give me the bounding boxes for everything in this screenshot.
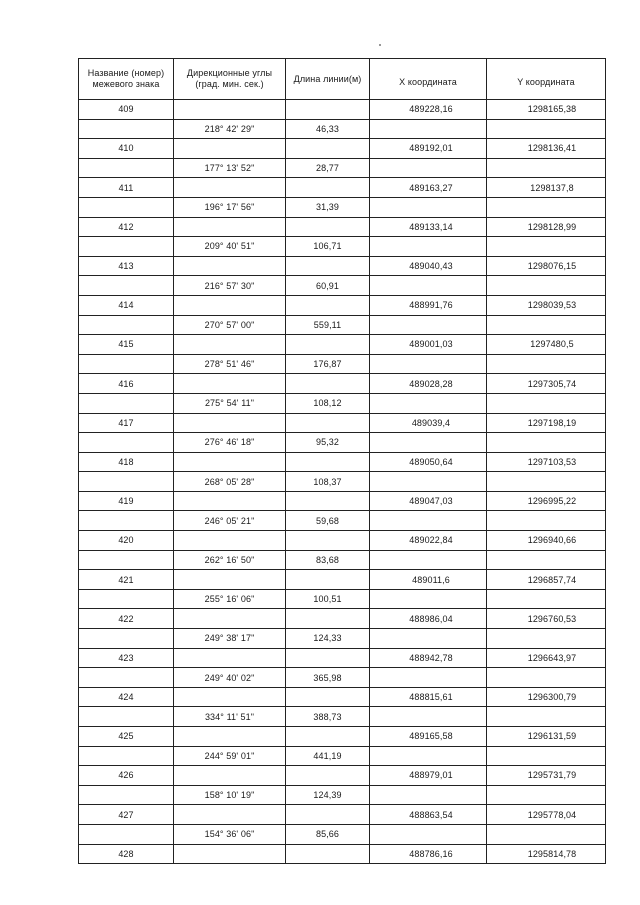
empty-cell	[370, 472, 487, 492]
line-length: 108,12	[286, 393, 370, 413]
empty-cell	[487, 315, 606, 335]
segment-row	[79, 197, 606, 217]
y-coordinate: 1296760,53	[487, 609, 606, 629]
y-coordinate: 1297103,53	[487, 452, 606, 472]
direction-angle: 276° 46' 18"	[174, 433, 286, 453]
segment-row	[79, 707, 606, 727]
empty-cell	[174, 648, 286, 668]
point-row	[79, 491, 606, 511]
empty-cell	[174, 844, 286, 864]
empty-cell	[286, 805, 370, 825]
empty-cell	[286, 100, 370, 120]
empty-cell	[79, 629, 174, 649]
empty-cell	[286, 687, 370, 707]
direction-angle: 275° 54' 11"	[174, 393, 286, 413]
empty-cell	[286, 727, 370, 747]
point-name: 425	[79, 727, 174, 747]
line-length: 124,39	[286, 785, 370, 805]
empty-cell	[487, 472, 606, 492]
line-length: 106,71	[286, 237, 370, 257]
point-name: 426	[79, 766, 174, 786]
empty-cell	[79, 550, 174, 570]
empty-cell	[174, 295, 286, 315]
boundary-coordinates-table	[78, 58, 606, 864]
empty-cell	[286, 766, 370, 786]
direction-angle: 268° 05' 28"	[174, 472, 286, 492]
point-row	[79, 335, 606, 355]
x-coordinate: 489192,01	[370, 139, 487, 159]
direction-angle: 278° 51' 46"	[174, 354, 286, 374]
header-name: Название (номер) межевого знака	[79, 59, 174, 100]
segment-row	[79, 354, 606, 374]
y-coordinate: 1298137,8	[487, 178, 606, 198]
direction-angle: 216° 57' 30"	[174, 276, 286, 296]
table-body	[79, 100, 606, 864]
line-length: 95,32	[286, 433, 370, 453]
empty-cell	[286, 217, 370, 237]
direction-angle: 255° 16' 06"	[174, 589, 286, 609]
line-length: 559,11	[286, 315, 370, 335]
empty-cell	[79, 354, 174, 374]
empty-cell	[79, 433, 174, 453]
point-name: 420	[79, 531, 174, 551]
empty-cell	[487, 237, 606, 257]
empty-cell	[487, 550, 606, 570]
empty-cell	[79, 589, 174, 609]
point-name: 418	[79, 452, 174, 472]
empty-cell	[370, 433, 487, 453]
empty-cell	[487, 746, 606, 766]
segment-row	[79, 119, 606, 139]
point-row	[79, 413, 606, 433]
empty-cell	[286, 374, 370, 394]
empty-cell	[79, 668, 174, 688]
empty-cell	[370, 589, 487, 609]
empty-cell	[174, 727, 286, 747]
empty-cell	[370, 393, 487, 413]
x-coordinate: 489022,84	[370, 531, 487, 551]
header-row	[79, 59, 606, 100]
empty-cell	[286, 295, 370, 315]
x-coordinate: 489011,6	[370, 570, 487, 590]
empty-cell	[286, 452, 370, 472]
line-length: 108,37	[286, 472, 370, 492]
x-coordinate: 489028,28	[370, 374, 487, 394]
empty-cell	[174, 491, 286, 511]
direction-angle: 218° 42' 29"	[174, 119, 286, 139]
y-coordinate: 1297480,5	[487, 335, 606, 355]
segment-row	[79, 668, 606, 688]
empty-cell	[174, 217, 286, 237]
point-row	[79, 217, 606, 237]
segment-row	[79, 589, 606, 609]
empty-cell	[174, 531, 286, 551]
point-name: 417	[79, 413, 174, 433]
empty-cell	[286, 491, 370, 511]
empty-cell	[487, 433, 606, 453]
direction-angle: 196° 17' 56"	[174, 197, 286, 217]
segment-row	[79, 785, 606, 805]
empty-cell	[487, 589, 606, 609]
empty-cell	[487, 158, 606, 178]
point-row	[79, 766, 606, 786]
empty-cell	[79, 119, 174, 139]
y-coordinate: 1298136,41	[487, 139, 606, 159]
x-coordinate: 489165,58	[370, 727, 487, 747]
empty-cell	[370, 315, 487, 335]
empty-cell	[79, 824, 174, 844]
segment-row	[79, 824, 606, 844]
empty-cell	[174, 139, 286, 159]
empty-cell	[370, 119, 487, 139]
empty-cell	[79, 472, 174, 492]
point-row	[79, 100, 606, 120]
empty-cell	[370, 354, 487, 374]
point-row	[79, 531, 606, 551]
empty-cell	[174, 609, 286, 629]
empty-cell	[79, 237, 174, 257]
x-coordinate: 488986,04	[370, 609, 487, 629]
scan-speck	[379, 44, 381, 46]
segment-row	[79, 393, 606, 413]
y-coordinate: 1297198,19	[487, 413, 606, 433]
segment-row	[79, 629, 606, 649]
empty-cell	[487, 119, 606, 139]
empty-cell	[286, 178, 370, 198]
empty-cell	[370, 824, 487, 844]
y-coordinate: 1298039,53	[487, 295, 606, 315]
empty-cell	[370, 276, 487, 296]
direction-angle: 334° 11' 51"	[174, 707, 286, 727]
segment-row	[79, 276, 606, 296]
y-coordinate: 1298165,38	[487, 100, 606, 120]
point-row	[79, 256, 606, 276]
point-name: 428	[79, 844, 174, 864]
empty-cell	[79, 707, 174, 727]
empty-cell	[79, 746, 174, 766]
line-length: 46,33	[286, 119, 370, 139]
empty-cell	[487, 668, 606, 688]
empty-cell	[79, 785, 174, 805]
x-coordinate: 489040,43	[370, 256, 487, 276]
empty-cell	[370, 785, 487, 805]
empty-cell	[174, 766, 286, 786]
x-coordinate: 488991,76	[370, 295, 487, 315]
x-coordinate: 489001,03	[370, 335, 487, 355]
line-length: 100,51	[286, 589, 370, 609]
point-row	[79, 374, 606, 394]
y-coordinate: 1298076,15	[487, 256, 606, 276]
point-row	[79, 727, 606, 747]
x-coordinate: 488815,61	[370, 687, 487, 707]
y-coordinate: 1298128,99	[487, 217, 606, 237]
point-row	[79, 648, 606, 668]
x-coordinate: 488863,54	[370, 805, 487, 825]
x-coordinate: 488942,78	[370, 648, 487, 668]
x-coordinate: 488979,01	[370, 766, 487, 786]
segment-row	[79, 158, 606, 178]
empty-cell	[286, 531, 370, 551]
empty-cell	[487, 393, 606, 413]
y-coordinate: 1296857,74	[487, 570, 606, 590]
empty-cell	[286, 256, 370, 276]
empty-cell	[487, 707, 606, 727]
point-row	[79, 452, 606, 472]
empty-cell	[487, 785, 606, 805]
point-name: 414	[79, 295, 174, 315]
point-name: 411	[79, 178, 174, 198]
point-row	[79, 139, 606, 159]
empty-cell	[370, 197, 487, 217]
empty-cell	[286, 844, 370, 864]
y-coordinate: 1296643,97	[487, 648, 606, 668]
point-name: 416	[79, 374, 174, 394]
line-length: 60,91	[286, 276, 370, 296]
empty-cell	[286, 609, 370, 629]
x-coordinate: 488786,16	[370, 844, 487, 864]
y-coordinate: 1295778,04	[487, 805, 606, 825]
empty-cell	[370, 629, 487, 649]
point-name: 415	[79, 335, 174, 355]
direction-angle: 154° 36' 06"	[174, 824, 286, 844]
segment-row	[79, 550, 606, 570]
empty-cell	[286, 139, 370, 159]
point-row	[79, 609, 606, 629]
empty-cell	[370, 550, 487, 570]
point-name: 423	[79, 648, 174, 668]
direction-angle: 249° 40' 02"	[174, 668, 286, 688]
line-length: 176,87	[286, 354, 370, 374]
empty-cell	[370, 237, 487, 257]
direction-angle: 270° 57' 00"	[174, 315, 286, 335]
empty-cell	[370, 746, 487, 766]
x-coordinate: 489050,64	[370, 452, 487, 472]
segment-row	[79, 511, 606, 531]
point-row	[79, 805, 606, 825]
point-name: 410	[79, 139, 174, 159]
line-length: 85,66	[286, 824, 370, 844]
x-coordinate: 489163,27	[370, 178, 487, 198]
empty-cell	[286, 413, 370, 433]
empty-cell	[174, 570, 286, 590]
direction-angle: 244° 59' 01"	[174, 746, 286, 766]
line-length: 31,39	[286, 197, 370, 217]
header-angle: Дирекционные углы (град. мин. сек.)	[174, 59, 286, 100]
x-coordinate: 489039,4	[370, 413, 487, 433]
direction-angle: 158° 10' 19"	[174, 785, 286, 805]
empty-cell	[286, 335, 370, 355]
empty-cell	[487, 354, 606, 374]
y-coordinate: 1295731,79	[487, 766, 606, 786]
direction-angle: 246° 05' 21"	[174, 511, 286, 531]
direction-angle: 209° 40' 51"	[174, 237, 286, 257]
segment-row	[79, 472, 606, 492]
point-name: 419	[79, 491, 174, 511]
empty-cell	[174, 413, 286, 433]
point-name: 413	[79, 256, 174, 276]
x-coordinate: 489133,14	[370, 217, 487, 237]
empty-cell	[370, 668, 487, 688]
y-coordinate: 1296131,59	[487, 727, 606, 747]
empty-cell	[174, 374, 286, 394]
direction-angle: 249° 38' 17"	[174, 629, 286, 649]
point-name: 409	[79, 100, 174, 120]
empty-cell	[79, 393, 174, 413]
empty-cell	[174, 452, 286, 472]
x-coordinate: 489047,03	[370, 491, 487, 511]
point-row	[79, 844, 606, 864]
empty-cell	[370, 158, 487, 178]
empty-cell	[174, 256, 286, 276]
empty-cell	[370, 511, 487, 531]
y-coordinate: 1296300,79	[487, 687, 606, 707]
line-length: 28,77	[286, 158, 370, 178]
header-length: Длина линии(м)	[286, 59, 370, 100]
point-row	[79, 178, 606, 198]
empty-cell	[79, 511, 174, 531]
empty-cell	[487, 824, 606, 844]
line-length: 365,98	[286, 668, 370, 688]
empty-cell	[487, 629, 606, 649]
empty-cell	[174, 335, 286, 355]
empty-cell	[79, 158, 174, 178]
empty-cell	[286, 570, 370, 590]
empty-cell	[487, 511, 606, 531]
segment-row	[79, 433, 606, 453]
line-length: 124,33	[286, 629, 370, 649]
point-row	[79, 687, 606, 707]
x-coordinate: 489228,16	[370, 100, 487, 120]
point-name: 427	[79, 805, 174, 825]
empty-cell	[174, 100, 286, 120]
line-length: 388,73	[286, 707, 370, 727]
y-coordinate: 1297305,74	[487, 374, 606, 394]
empty-cell	[370, 707, 487, 727]
y-coordinate: 1295814,78	[487, 844, 606, 864]
y-coordinate: 1296940,66	[487, 531, 606, 551]
header-x: X координата	[370, 59, 487, 100]
point-name: 421	[79, 570, 174, 590]
empty-cell	[487, 197, 606, 217]
y-coordinate: 1296995,22	[487, 491, 606, 511]
segment-row	[79, 237, 606, 257]
line-length: 59,68	[286, 511, 370, 531]
empty-cell	[79, 315, 174, 335]
direction-angle: 177° 13' 52"	[174, 158, 286, 178]
line-length: 83,68	[286, 550, 370, 570]
empty-cell	[487, 276, 606, 296]
point-row	[79, 570, 606, 590]
header-y: Y координата	[487, 59, 606, 100]
empty-cell	[79, 197, 174, 217]
point-row	[79, 295, 606, 315]
empty-cell	[79, 276, 174, 296]
segment-row	[79, 746, 606, 766]
empty-cell	[286, 648, 370, 668]
segment-row	[79, 315, 606, 335]
empty-cell	[174, 805, 286, 825]
line-length: 441,19	[286, 746, 370, 766]
empty-cell	[174, 687, 286, 707]
direction-angle: 262° 16' 50"	[174, 550, 286, 570]
point-name: 412	[79, 217, 174, 237]
point-name: 422	[79, 609, 174, 629]
empty-cell	[174, 178, 286, 198]
point-name: 424	[79, 687, 174, 707]
